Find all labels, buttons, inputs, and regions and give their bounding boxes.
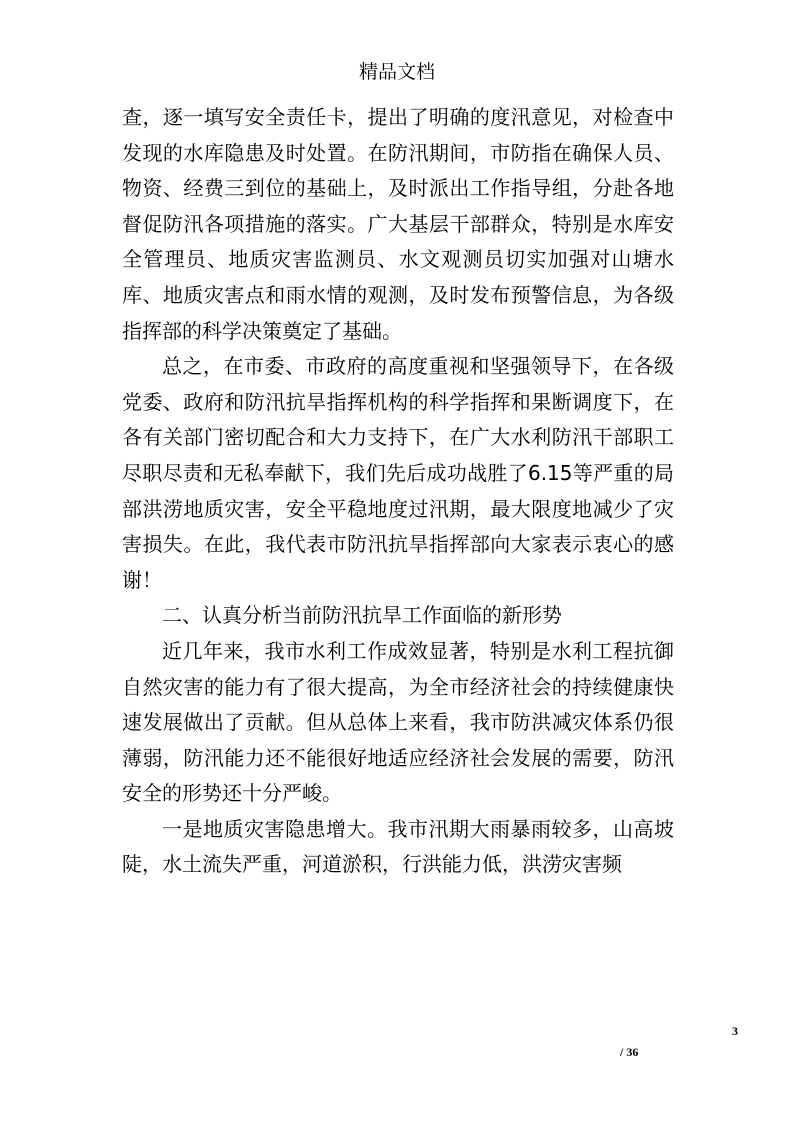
page-number: 3 bbox=[732, 1024, 738, 1038]
page-header-title: 精品文档 bbox=[358, 61, 435, 83]
paragraph-2: 总之，在市委、市政府的高度重视和坚强领导下，在各级党委、政府和防汛抗旱指挥机构的科学指挥和果断调度下，在各有关部门密切配合和大力支持下，在广大水利防汛干部职工尽职尽责和无私奉献下，我们先后成功战胜了6.15等严重的局部洪涝地质灾害，安全平稳地度过汛期，最大限度地减少了灾害损失。在此，我代表市防汛抗旱指挥部向大家表示衷心的感谢！ bbox=[122, 354, 674, 592]
paragraph-4: 一是地质灾害隐患增大。我市汛期大雨暴雨较多，山高坡陡，水土流失严重，河道淤积，行洪能力低，洪涝灾害频 bbox=[122, 816, 674, 877]
page-total: / 36 bbox=[620, 1045, 639, 1059]
paragraph-1: 查，逐一填写安全责任卡，提出了明确的度汛意见，对检查中发现的水库隐患及时处置。在防汛期间，市防指在确保人员、物资、经费三到位的基础上，及时派出工作指导组，分赴各地督促防汛各项措施的落实。广大基层干部群众，特别是水库安全管理员、地质灾害监测员、水文观测员切实加强对山塘水库、地质灾害点和雨水情的观测，及时发布预警信息，为各级指挥部的科学决策奠定了基础。 bbox=[122, 105, 674, 343]
section-heading: 二、认真分析当前防汛抗旱工作面临的新形势 bbox=[162, 603, 562, 628]
paragraph-3: 近几年来，我市水利工作成效显著，特别是水利工程抗御自然灾害的能力有了很大提高，为全市经济社会的持续健康快速发展做出了贡献。但从总体上来看，我市防洪减灾体系仍很薄弱，防汛能力还不能很好地适应经济社会发展的需要，防汛安全的形势还十分严峻。 bbox=[122, 638, 674, 806]
document-body bbox=[122, 100, 674, 883]
